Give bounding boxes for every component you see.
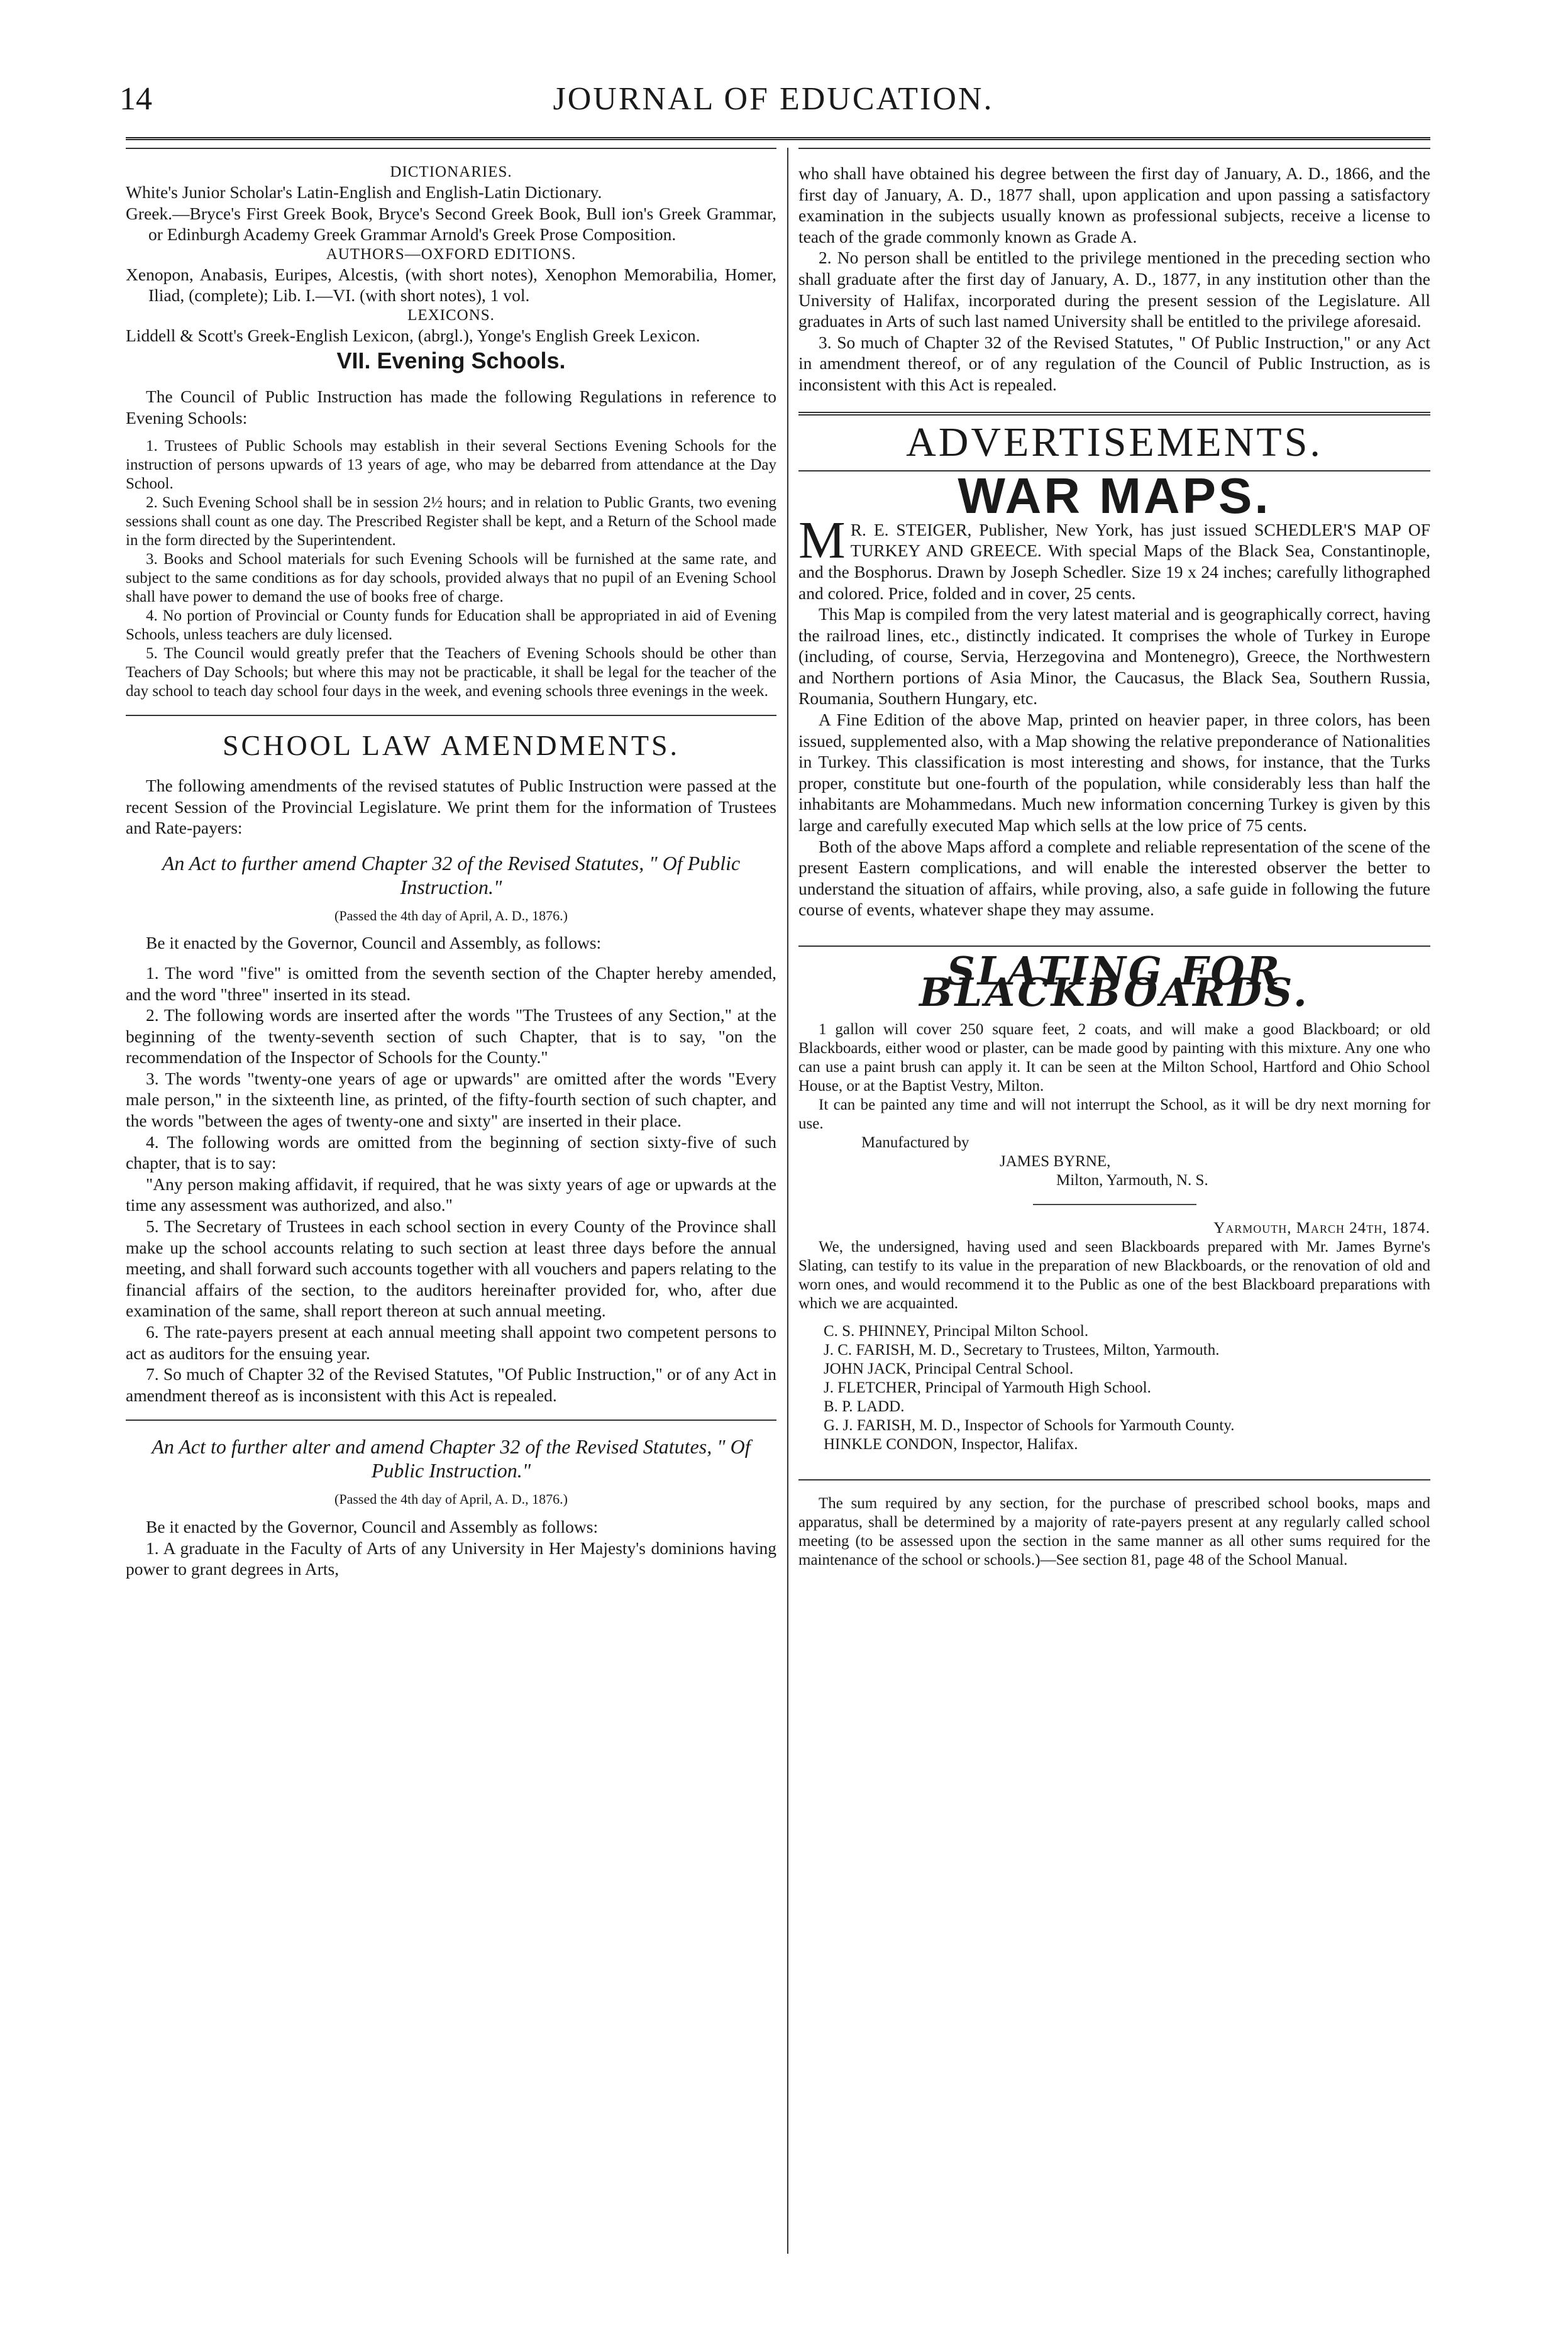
signer: HINKLE CONDON, Inspector, Halifax. <box>824 1436 1078 1453</box>
act2-enact: Be it enacted by the Governor, Council and Assembly as follows: <box>146 1516 599 1536</box>
manufactured-by: Manufactured by <box>861 1134 969 1152</box>
act1-title: An Act to further amend Chapter 32 of the Revised Statutes, " Of Public Instruction." <box>162 851 741 898</box>
dictionaries-entry: White's Junior Scholar's Latin-English and English-Latin Dictionary. <box>126 182 602 202</box>
act1-item: "Any person making affidavit, if required, that he was sixty years of age or upwards at the time any assessment was authorized, and also." <box>126 1174 776 1215</box>
slating-heading: SLATING FOR BLACKBOARDS. <box>919 948 1310 1015</box>
act2-item: 1. A graduate in the Faculty of Arts of any University in Her Majesty's dominions having power to grant degrees in Arts, <box>126 1538 776 1579</box>
slating-p1: 1 gallon will cover 250 square feet, 2 coats, and will make a good Blackboard; or old Blackboards, either wood or plaster, can be made good by painting with this mixture. Any one who can use a paint brush can apply it. It can be seen at the Milton School, Hartford and Ohio School House, or at the Baptist Vestry, Milton. <box>798 1021 1430 1095</box>
journal-title: JOURNAL OF EDUCATION. <box>553 81 994 117</box>
evening-item: 5. The Council would greatly prefer that the Teachers of Evening Schools should be other than Teachers of Day Schools; but where this may not be practicable, it shall be legal for the teacher of the day school to teach day school four days in the week, and evening schools three evenings in the week. <box>126 645 776 700</box>
evening-intro: The Council of Public Instruction has made the following Regulations in reference to Evening Schools: <box>126 387 776 427</box>
evening-item: 4. No portion of Provincial or County funds for Education shall be appropriated in aid of Evening Schools, unless teachers are duly licensed. <box>126 607 776 644</box>
section-rule <box>798 945 1430 947</box>
act2-item-3: 3. So much of Chapter 32 of the Revised Statutes, " Of Public Instruction," or any Act in amendment thereof, or of any regulation of the Council of Public Instruction, as is inconsistent with this Act is repealed. <box>798 332 1430 394</box>
footer-note: The sum required by any section, for the purchase of prescribed school books, maps and apparatus, shall be determined by a majority of rate-payers present at any regularly called school meeting (to be assessed upon the section in the same manner as all other sums required for the maintenance of the school or schools.)—See section 81, page 48 of the School Manual. <box>798 1495 1430 1569</box>
evening-item: 3. Books and School materials for such Evening Schools will be furnished at the same rate, and subject to the same conditions as for day schools, provided always that no pupil of an Evening School shall have power to demand the use of books free of charge. <box>126 551 776 606</box>
lexicons-heading: LEXICONS. <box>407 306 495 324</box>
dictionaries-heading: DICTIONARIES. <box>390 163 512 180</box>
maker-name: JAMES BYRNE, <box>1000 1153 1111 1171</box>
war-maps-heading: WAR MAPS. <box>958 468 1271 524</box>
act2-passed: (Passed the 4th day of April, A. D., 1876.) <box>334 1491 568 1508</box>
act2-title: An Act to further alter and amend Chapter 32 of the Revised Statutes, " Of Public Instruction." <box>152 1435 751 1482</box>
header-rule <box>126 137 1430 140</box>
testimonial-text: We, the undersigned, having used and seen Blackboards prepared with Mr. James Byrne's Slating, can testify to its value in the preparation of new Blackboards, or the renovation of old and worn ones, and would recommend it to the Public as one of the best Blackboard preparations with which we are acquainted. <box>798 1238 1430 1313</box>
top-rule-right <box>798 148 1430 149</box>
signer: JOHN JACK, Principal Central School. <box>824 1360 1074 1378</box>
column-divider <box>787 148 788 2254</box>
drop-cap: M <box>798 510 846 570</box>
school-law-heading: SCHOOL LAW AMENDMENTS. <box>222 729 680 762</box>
section-rule <box>126 1420 776 1421</box>
page-number: 14 <box>119 81 152 117</box>
evening-schools-heading: VII. Evening Schools. <box>336 347 566 373</box>
act1-passed: (Passed the 4th day of April, A. D., 1876.) <box>334 907 568 923</box>
law-intro: The following amendments of the revised statutes of Public Instruction were passed at the recent Session of the Provincial Legislature. We print them for the information of Trustees and Rate-payers: <box>126 775 776 838</box>
war-maps-p4: Both of the above Maps afford a complete and reliable representation of the scene of the present Eastern complications, and will enable the interested observer the better to understand the situation of affairs, while proving, also, a safe guide in following the future course of events, whatever shape they may assume. <box>798 836 1430 920</box>
act2-item-2: 2. No person shall be entitled to the privilege mentioned in the preceding section who shall graduate after the first day of January, A. D., 1877, in any institution other than the University of Halifax, incorporated during the present session of the Legislature. All graduates in Arts of such last named University shall be entitled to the privilege aforesaid. <box>798 248 1430 331</box>
signer: J. C. FARISH, M. D., Secretary to Trustees, Milton, Yarmouth. <box>824 1342 1220 1359</box>
evening-item: 1. Trustees of Public Schools may establish in their several Sections Evening Schools for the instruction of persons upwards of 13 years of age, who may be debarred from attendance at the Day School. <box>126 438 776 493</box>
act1-item: 3. The words "twenty-one years of age or upwards" are omitted after the words "Every male person," in the sixteenth line, as printed, of the fifty-fourth section of such chapter, and the words "between the ages of twenty-one and sixty" are inserted in their place. <box>126 1068 776 1131</box>
left-column <box>126 148 776 1580</box>
page-header <box>119 80 1427 131</box>
act1-enact: Be it enacted by the Governor, Council and Assembly, as follows: <box>146 933 602 953</box>
signer: G. J. FARISH, M. D., Inspector of Schools for Yarmouth County. <box>824 1417 1235 1435</box>
signer: B. P. LADD. <box>824 1398 905 1416</box>
short-rule <box>1033 1204 1196 1205</box>
section-rule <box>798 1479 1430 1480</box>
double-rule <box>798 412 1430 416</box>
act1-item: 5. The Secretary of Trustees in each school section in every County of the Province shall make up the school accounts relating to such section at least three days before the annual meeting, and shall forward such accounts together with all vouchers and papers relating to the financial affairs of the section, to the auditors hereinafter provided for, who, after due examination of the same, shall report thereon at such annual meeting. <box>126 1216 776 1321</box>
advertisements-heading: ADVERTISEMENTS. <box>906 419 1323 465</box>
lexicons-entry: Liddell & Scott's Greek-English Lexicon, (abrgl.), Yonge's English Greek Lexicon. <box>126 325 700 345</box>
authors-heading: AUTHORS—OXFORD EDITIONS. <box>326 245 577 263</box>
authors-entry: Xenopon, Anabasis, Euripes, Alcestis, (with short notes), Xenophon Memorabilia, Homer, Iliad, (complete); Lib. I.—VI. (with short notes), 1 vol. <box>126 264 776 306</box>
war-maps-p2: This Map is compiled from the very latest material and is geographically correct, having the railroad lines, etc., distinctly indicated. It comprises the whole of Turkey in Europe (including, of course, Servia, Herzegovina and Montenegro), Greece, the Northwestern and Northern portions of Asia Minor, the Caucasus, the Black Sea, Southern Russia, Roumania, Southern Hungary, etc. <box>798 604 1430 708</box>
section-rule <box>126 715 776 716</box>
act1-item: 6. The rate-payers present at each annual meeting shall appoint two competent persons to act as auditors for the ensuing year. <box>126 1322 776 1363</box>
war-maps-p3: A Fine Edition of the above Map, printed on heavier paper, in three colors, has been issued, supplemented also, with a Map showing the relative preponderance of Nationalities in Turkey. This classification is most interesting and shows, for instance, that the Turks proper, constitute but one-fourth of the population, while considerably less than half the inhabitants are Mohammedans. Much new information concerning Turkey is given by this large and carefully executed Map which sells at the low price of 75 cents. <box>798 710 1430 835</box>
act1-item: 7. So much of Chapter 32 of the Revised Statutes, "Of Public Instruction," or of any Act in amendment thereof as is inconsistent with this Act is repealed. <box>126 1364 776 1405</box>
greek-entry: Greek.—Bryce's First Greek Book, Bryce's Second Greek Book, Bull ion's Greek Grammar, or Edinburgh Academy Greek Grammar Arnold's Greek Prose Composition. <box>126 203 776 245</box>
act1-item: 4. The following words are omitted from the beginning of section sixty-five of such chapter, that is to say: <box>126 1132 776 1173</box>
signer: J. FLETCHER, Principal of Yarmouth High School. <box>824 1379 1151 1397</box>
signer: C. S. PHINNEY, Principal Milton School. <box>824 1323 1089 1340</box>
act2-continuation: who shall have obtained his degree between the first day of January, A. D., 1866, and the first day of January, A. D., 1877 shall, upon application and upon passing a satisfactory examination in the subjects usually known as professional subjects, receive a license to teach of the grade commonly known as Grade A. <box>798 163 1430 246</box>
war-maps-p1: R. E. STEIGER, Publisher, New York, has just issued SCHEDLER'S MAP OF TURKEY AND GREECE. With special Maps of the Black Sea, Constantinople, and the Bosphorus. Drawn by Joseph Schedler. Size 19 x 24 inches; carefully lithographed and colored. Price, folded and in cover, 25 cents. <box>798 519 1430 603</box>
testimonial-date: Yarmouth, March 24th, 1874. <box>1213 1220 1430 1237</box>
maker-place: Milton, Yarmouth, N. S. <box>1056 1172 1208 1189</box>
right-column <box>798 148 1430 1570</box>
slating-p2: It can be painted any time and will not interrupt the School, as it will be dry next morning for use. <box>798 1096 1430 1133</box>
evening-item: 2. Such Evening School shall be in session 2½ hours; and in relation to Public Grants, two evening sessions shall count as one day. The Prescribed Register shall be kept, and a Return of the School made in the form directed by the Superintendent. <box>126 494 776 549</box>
act1-item: 1. The word "five" is omitted from the seventh section of the Chapter hereby amended, and the word "three" inserted in its stead. <box>126 962 776 1004</box>
act1-item: 2. The following words are inserted after the words "The Trustees of any Section," at the beginning of the twenty-seventh section of such Chapter, that is to say, "on the recommendation of the Inspector of Schools for the County." <box>126 1005 776 1067</box>
top-rule-left <box>126 148 776 149</box>
